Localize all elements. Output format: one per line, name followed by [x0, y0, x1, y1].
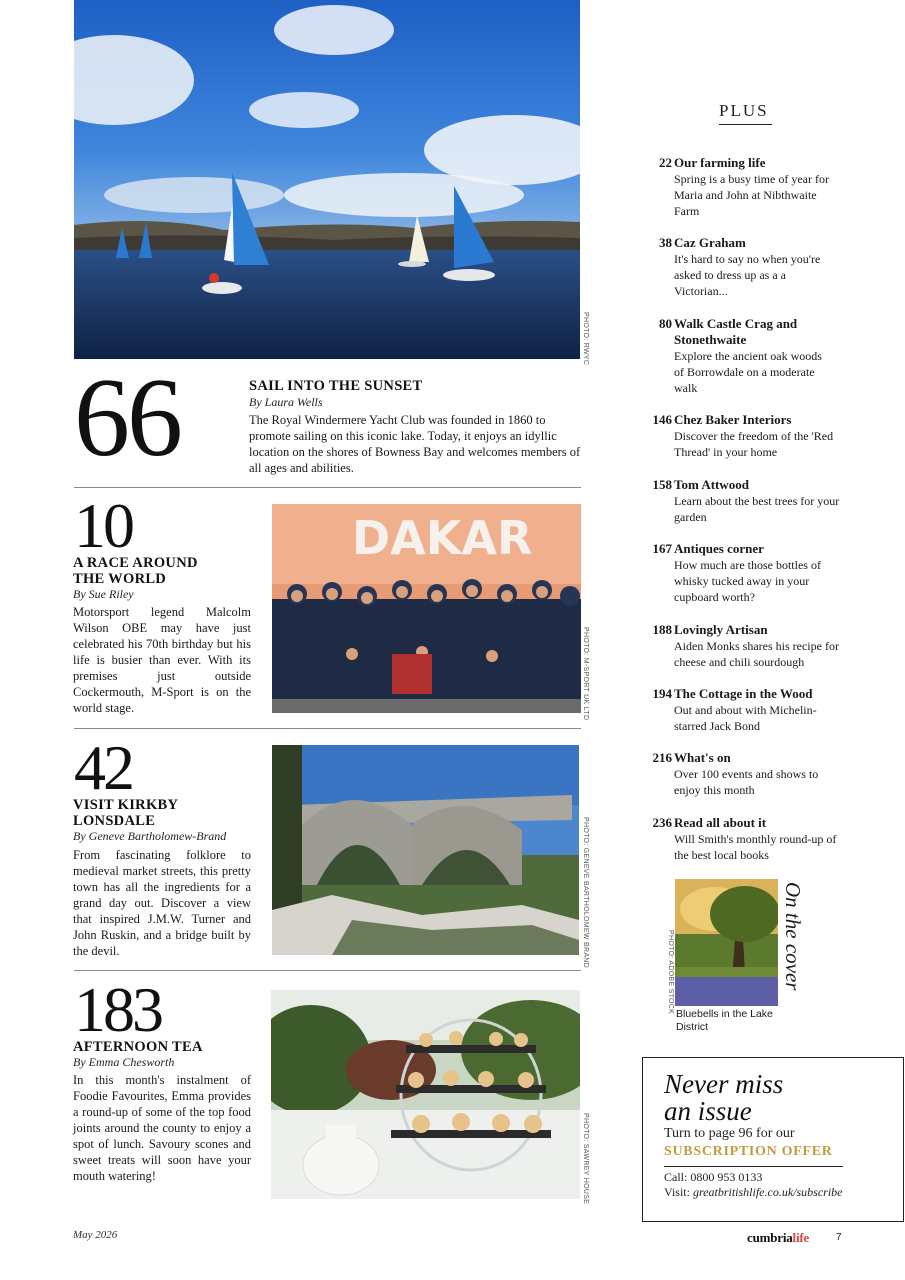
subscription-offer[interactable]: SUBSCRIPTION OFFER — [664, 1144, 833, 1159]
photo-credit-cover: PHOTO: ADOBE STOCK — [667, 930, 674, 1015]
plus-item-title: The Cottage in the Wood — [674, 686, 813, 701]
plus-item-description: Spring is a busy time of year for Maria and John at Nibthwaite Farm — [674, 172, 829, 218]
plus-page-number: 80 — [659, 316, 672, 331]
plus-item-title: Lovingly Artisan — [674, 622, 768, 637]
plus-item-description: Explore the ancient oak woods of Borrowdale on a moderate walk — [674, 349, 822, 395]
motorsport-team-photo — [272, 504, 581, 713]
feature-title[interactable]: SAIL INTO THE SUNSET — [249, 378, 423, 394]
feature-page-number: 66 — [74, 356, 180, 480]
plus-page-number: 188 — [652, 622, 672, 637]
plus-item-title: Chez Baker Interiors — [674, 412, 792, 427]
divider — [74, 728, 581, 729]
feature-page-number: 10 — [74, 490, 132, 561]
subscription-phone[interactable]: Call: 0800 953 0133 — [664, 1170, 763, 1184]
page-number: 7 — [836, 1232, 842, 1243]
plus-item-description: Over 100 events and shows to enjoy this month — [674, 767, 819, 797]
feature-summary: The Royal Windermere Yacht Club was founded in 1860 to promote sailing on this iconic lake. Today, it enjoys an idyllic location on the shores of Bowness Bay and welcomes members of all ages and abilities. — [249, 413, 581, 475]
svg-text:DAKAR: DAKAR — [352, 511, 533, 565]
photo-credit-sailing: PHOTO: RWYC — [582, 312, 589, 366]
subscription-headline: an issue — [664, 1096, 752, 1126]
plus-heading: PLUS — [719, 101, 769, 120]
subscription-headline: Never miss — [664, 1069, 784, 1099]
plus-item-description: It's hard to say no when you're asked to dress up as a a Victorian... — [674, 252, 821, 298]
subscription-visit[interactable] — [664, 1185, 843, 1200]
plus-item-title: Antiques corner — [674, 541, 764, 556]
feature-page-number: 42 — [74, 732, 132, 803]
plus-page-number: 194 — [652, 686, 672, 701]
title-line: LONSDALE — [73, 813, 156, 829]
feature-byline: By Emma Chesworth — [73, 1055, 175, 1069]
magazine-logo — [747, 1230, 809, 1246]
plus-item-description: How much are those bottles of whisky tucked away in your cupboard worth? — [674, 558, 821, 604]
plus-item-description: Out and about with Michelin-starred Jack Bond — [674, 703, 817, 733]
feature-summary: From fascinating folklore to medieval market streets, this pretty town has all the ingredients for a grand day out. Discover a view that inspired J.M.W. Turner and John Ruskin, and a bridge built by the devil. — [73, 848, 251, 958]
plus-item-description: Will Smith's monthly round-up of the best local books — [674, 832, 837, 862]
plus-page-number: 236 — [652, 815, 672, 830]
plus-item-title: Read all about it — [674, 815, 767, 830]
plus-heading-underline — [719, 124, 772, 125]
feature-title[interactable]: AFTERNOON TEA — [73, 1039, 203, 1055]
plus-page-number: 38 — [659, 235, 672, 250]
title-line: A RACE AROUND — [73, 555, 198, 571]
feature-byline: By Sue Riley — [73, 587, 134, 601]
plus-item-description: Aiden Monks shares his recipe for cheese and chili sourdough — [674, 639, 839, 669]
plus-page-number: 146 — [652, 412, 672, 427]
plus-item-title: Tom Attwood — [674, 477, 750, 492]
photo-credit-motorsport: PHOTO: M-SPORT UK LTD — [582, 627, 589, 721]
photo-credit-bridge: PHOTO: GENEVE BARTHOLOMEW BRAND — [582, 817, 589, 969]
subscription-divider — [664, 1166, 843, 1167]
divider — [74, 487, 581, 488]
plus-page-number: 167 — [652, 541, 672, 556]
plus-page-number: 158 — [652, 477, 672, 492]
cover-photo[interactable] — [675, 879, 778, 1006]
plus-item-title: What's on — [674, 750, 731, 765]
divider — [74, 970, 581, 971]
feature-summary: In this month's instalment of Foodie Favourites, Emma provides a round-up of some of the top food joints around the county to enjoy a spot of lunch. Savoury scones and sweet treats will soon have your mouth watering! — [73, 1073, 251, 1183]
feature-title[interactable] — [73, 797, 178, 829]
issue-date: May 2026 — [73, 1229, 118, 1241]
devils-bridge-photo — [272, 745, 579, 955]
plus-item-title: Walk Castle Crag and Stonethwaite — [674, 316, 798, 347]
visit-label: Visit: — [664, 1185, 690, 1199]
plus-page-number: 216 — [652, 750, 672, 765]
subscription-page-ref: Turn to page 96 for our — [664, 1126, 795, 1141]
title-line: VISIT KIRKBY — [73, 797, 179, 813]
plus-item-description: Discover the freedom of the 'Red Thread' in your home — [674, 429, 834, 459]
feature-title[interactable] — [73, 555, 198, 587]
subscription-box[interactable] — [642, 1057, 904, 1222]
afternoon-tea-photo — [271, 990, 580, 1199]
plus-item-title: Our farming life — [674, 155, 766, 170]
feature-page-number: 183 — [74, 974, 161, 1045]
brand-main: cumbria — [747, 1230, 793, 1245]
sailing-photo — [74, 0, 580, 359]
plus-item-title: Caz Graham — [674, 235, 746, 250]
subscription-url[interactable]: greatbritishlife.co.uk/subscribe — [692, 1185, 843, 1199]
plus-page-number: 22 — [659, 155, 672, 170]
feature-byline: By Geneve Bartholomew-Brand — [73, 829, 227, 843]
plus-item-description: Learn about the best trees for your garden — [674, 494, 840, 524]
on-the-cover-label: On the cover — [781, 882, 805, 991]
feature-byline: By Laura Wells — [249, 395, 323, 409]
cover-caption: Bluebells in the Lake District — [676, 1008, 773, 1033]
photo-credit-tea: PHOTO: SAWREY HOUSE — [582, 1113, 589, 1205]
brand-accent: life — [792, 1230, 810, 1245]
title-line: THE WORLD — [73, 571, 167, 587]
feature-summary: Motorsport legend Malcolm Wilson OBE may have just celebrated his 70th birthday but his life is busier than ever. With its premises just outside Cockermouth, M-Sport is on the world stage. — [73, 605, 251, 715]
